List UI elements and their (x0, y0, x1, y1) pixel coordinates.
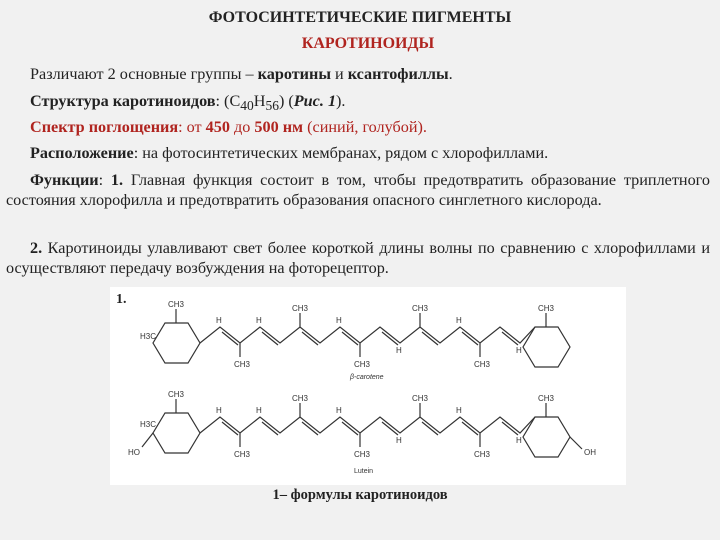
location-label: Расположение (30, 144, 134, 162)
label-ch3-1: CH3 (168, 300, 185, 309)
label-h-10: H (396, 436, 402, 445)
polyene-double-bonds-1 (222, 332, 238, 345)
beta-carotene-labels (140, 300, 555, 369)
location-text: : на фотосинтетических мембранах, рядом с хлорофиллами. (133, 144, 549, 162)
label-h-8: H (256, 406, 262, 415)
label-ch3-9: CH3 (234, 450, 251, 459)
label-ch3-11: CH3 (354, 450, 371, 459)
label-ch3-10: CH3 (292, 394, 309, 403)
spectrum-text2: до (229, 118, 255, 136)
paragraph-functions (6, 170, 710, 210)
label-ho: HO (128, 448, 140, 457)
structure-text: : (C (215, 92, 241, 110)
label-ch3-4: CH3 (354, 360, 371, 369)
term-carotenes: каротины (257, 65, 331, 83)
label-h-6: H (516, 346, 522, 355)
left-ring-2 (153, 413, 200, 453)
structure-end: ). (336, 92, 346, 110)
beta-carotene-label: β-carotene (350, 374, 384, 381)
figure-number: 1. (116, 292, 127, 307)
paragraph-structure (30, 91, 712, 116)
structure-label: Структура каротиноидов (30, 92, 216, 110)
functions-label: Функции (30, 171, 99, 189)
label-h-11: H (456, 406, 462, 415)
functions-number-1: 1. (110, 171, 124, 189)
label-oh: OH (584, 448, 596, 457)
label-ch3-6: CH3 (474, 360, 491, 369)
label-h-5: H (456, 316, 462, 325)
paragraph-groups (30, 64, 712, 84)
groups-suffix: . (448, 65, 453, 83)
figure-caption: 1– формулы каротиноидов (272, 487, 448, 503)
label-h-4: H (396, 346, 402, 355)
hydrogen-count: 56 (265, 98, 279, 114)
functions-number-2: 2. (30, 239, 43, 257)
spectrum-label: Спектр поглощения (30, 118, 179, 136)
function2-text: Каротиноиды улавливают свет более короткой длины волны по сравнению с хлорофиллами и осуществляют передачу возбуждения на фоторецептор. (6, 239, 710, 277)
label-h-3: H (336, 316, 342, 325)
hydrogen-symbol: H (253, 92, 266, 110)
label-h-12: H (516, 436, 522, 445)
groups-mid: и (330, 65, 348, 83)
figure-reference: Рис. 1 (293, 92, 337, 110)
carbon-count: 40 (240, 98, 254, 114)
spectrum-text3: (синий, голубой). (303, 118, 427, 136)
lutein-label: Lutein (354, 468, 374, 475)
label-ch3-3: CH3 (292, 304, 309, 313)
label-ch3-7: CH3 (538, 304, 555, 313)
label-h-9: H (336, 406, 342, 415)
lutein-structure (142, 399, 582, 457)
label-h-7: H (216, 406, 222, 415)
label-h3c-2: H3C (140, 420, 157, 429)
paragraph-function-2 (6, 238, 710, 278)
left-ring-1 (153, 323, 200, 363)
page-title: ФОТОСИНТЕТИЧЕСКИЕ ПИГМЕНТЫ (208, 9, 512, 26)
spectrum-value-high: 500 нм (254, 118, 304, 136)
label-h3c-1: H3C (140, 332, 157, 341)
label-h-1: H (216, 316, 222, 325)
polyene-chain-2 (200, 417, 535, 433)
functions-text2: Главная функция состоит в том, чтобы предотвратить образование триплетного состояния хлорофилла и предотвратить образования опасного синглетного кислорода. (6, 171, 710, 209)
page-subtitle: КАРОТИНОИДЫ (301, 35, 435, 52)
label-ch3-12: CH3 (412, 394, 429, 403)
label-h-2: H (256, 316, 262, 325)
structure-close: ) ( (278, 92, 294, 110)
paragraph-spectrum (30, 117, 712, 137)
figure-panel (110, 287, 626, 485)
paragraph-location (30, 143, 712, 163)
lutein-labels (128, 390, 596, 459)
spectrum-value-low: 450 (205, 118, 230, 136)
label-ch3-14: CH3 (538, 394, 555, 403)
polyene-chain-1 (200, 327, 535, 343)
spectrum-text1: : от (178, 118, 206, 136)
label-ch3-5: CH3 (412, 304, 429, 313)
groups-prefix: Различают 2 основные группы – (30, 65, 258, 83)
label-ch3-13: CH3 (474, 450, 491, 459)
term-xanthophylls: ксантофиллы (347, 65, 449, 83)
functions-text1: : (98, 171, 111, 189)
label-ch3-2: CH3 (234, 360, 251, 369)
carotenoid-formulas (110, 287, 626, 485)
label-ch3-8: CH3 (168, 390, 185, 399)
